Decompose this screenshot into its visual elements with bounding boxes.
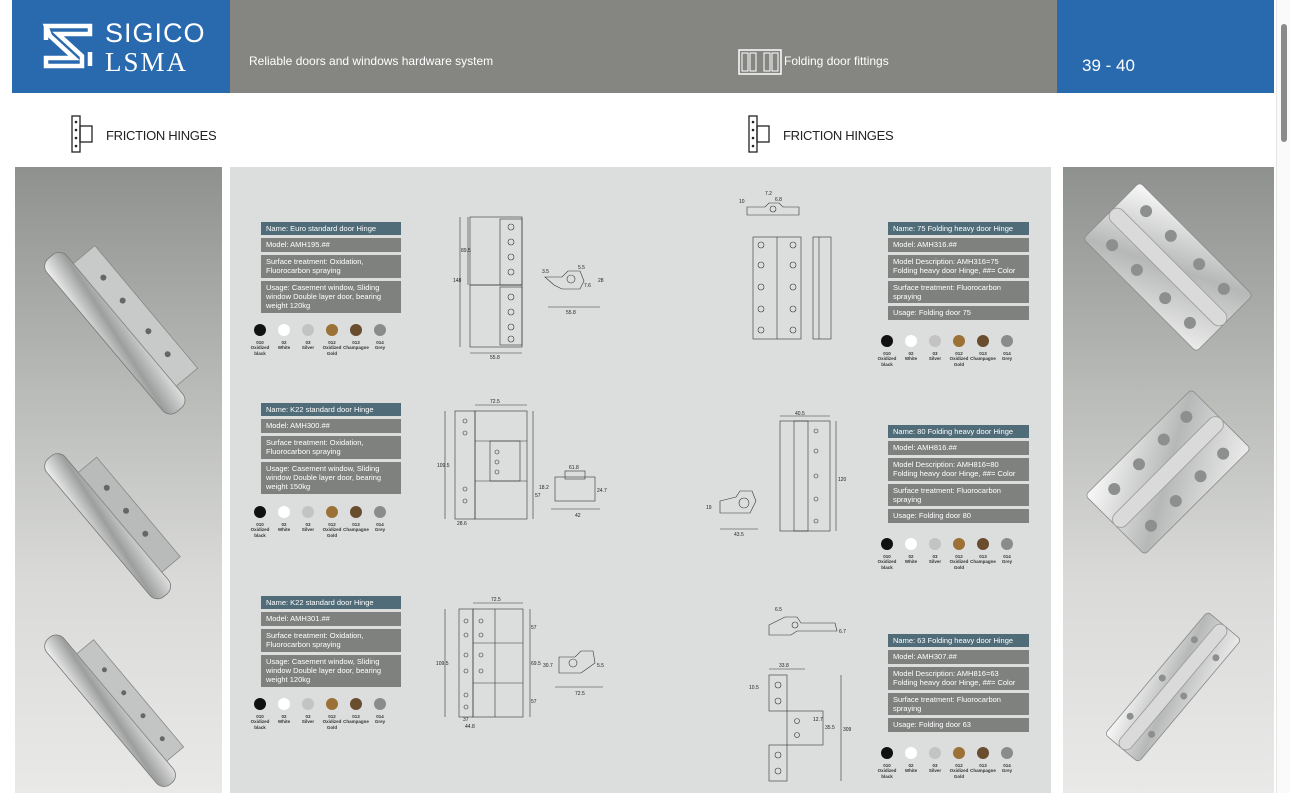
color-label: White (277, 345, 291, 351)
color-code: 010 (256, 714, 264, 719)
spec-surface: Surface treatment: Oxidation, Fluorocarbon spraying (261, 629, 401, 652)
amh195-drawing (450, 207, 610, 362)
color-code: 012 (328, 340, 336, 345)
dimension-label: 5.5 (578, 265, 585, 271)
color-label: White (277, 527, 291, 533)
dimension-label: 57 (535, 493, 541, 499)
color-label: Silver (928, 768, 942, 774)
color-label: Silver (928, 356, 942, 362)
section-title: Folding door fittings (784, 54, 889, 68)
page-number-panel (1057, 0, 1274, 93)
color-label: Oxidized Gold (949, 559, 969, 571)
color-code: 02 (908, 351, 914, 356)
color-label: White (904, 356, 918, 362)
color-dot (278, 324, 290, 336)
color-dot (302, 698, 314, 710)
color-dot (350, 698, 362, 710)
color-code: 03 (932, 763, 938, 768)
dimension-label: 72.5 (490, 399, 500, 405)
color-code: 012 (955, 763, 963, 768)
color-dot (881, 538, 893, 550)
right-heading-text: FRICTION HINGES (783, 128, 894, 143)
color-dot (929, 538, 941, 550)
color-dot (953, 747, 965, 759)
color-code: 014 (376, 522, 384, 527)
color-code: 02 (908, 763, 914, 768)
amh316-drawing (735, 185, 845, 345)
color-label: Oxidized black (250, 719, 270, 731)
dimension-label: 40.5 (795, 411, 805, 417)
dimension-label: 7.6 (584, 283, 591, 289)
spec-name: Name: 80 Folding heavy door Hinge (888, 425, 1029, 438)
color-swatches (246, 698, 406, 738)
color-label: Oxidized black (877, 768, 897, 780)
color-label: White (904, 768, 918, 774)
color-code: 03 (932, 554, 938, 559)
color-dot (278, 506, 290, 518)
color-dot (1001, 747, 1013, 759)
spec-amh301 (261, 596, 401, 690)
dimension-label: 44.8 (465, 724, 475, 730)
hinge-photo-image (15, 167, 222, 793)
color-swatch (993, 335, 1021, 362)
color-label: Champagne (970, 356, 996, 362)
color-dot (254, 324, 266, 336)
dimension-label: 6.7 (839, 629, 846, 635)
left-product-photos (15, 167, 222, 793)
logo-text-top: SIGICO (105, 18, 206, 48)
color-swatch (366, 324, 394, 351)
dimension-label: 42 (575, 513, 581, 519)
color-swatch (993, 538, 1021, 565)
color-code: 03 (932, 351, 938, 356)
dimension-label: 55.8 (566, 310, 576, 316)
dimension-label: 120 (838, 477, 847, 483)
dimension-label: 10 (739, 199, 745, 205)
color-label: Silver (301, 527, 315, 533)
dimension-label: 89.5 (461, 248, 471, 254)
color-label: Champagne (970, 768, 996, 774)
color-dot (326, 506, 338, 518)
color-code: 02 (908, 554, 914, 559)
spec-usage: Usage: Casement window, Sliding window Double layer door, bearing weight 150kg (261, 462, 401, 494)
dimension-label: 72.5 (575, 691, 585, 697)
color-dot (905, 538, 917, 550)
spec-amh816 (888, 425, 1029, 526)
color-code: 013 (352, 714, 360, 719)
color-dot (977, 747, 989, 759)
color-dot (1001, 335, 1013, 347)
logo-text-bottom: LSMA (105, 47, 189, 77)
color-code: 010 (883, 554, 891, 559)
color-dot (905, 747, 917, 759)
spec-name: Name: Euro standard door Hinge (261, 222, 401, 235)
tagline: Reliable doors and windows hardware system (249, 54, 494, 68)
spec-amh195 (261, 222, 401, 316)
spec-usage: Usage: Folding door 80 (888, 509, 1029, 522)
color-dot (374, 698, 386, 710)
color-label: White (904, 559, 918, 565)
color-label: Oxidized Gold (322, 527, 342, 539)
spec-description: Model Description: AMH316=75 Folding heavy door Hinge, ##= Color (888, 255, 1029, 278)
color-code: 012 (955, 351, 963, 356)
color-dot (326, 698, 338, 710)
color-label: Silver (301, 719, 315, 725)
scrollbar-thumb[interactable] (1281, 24, 1287, 142)
dimension-label: 109.5 (437, 463, 450, 469)
spec-amh300 (261, 403, 401, 497)
color-swatch (366, 506, 394, 533)
spec-usage: Usage: Folding door 75 (888, 306, 1029, 319)
color-code: 02 (281, 340, 287, 345)
color-dot (302, 506, 314, 518)
color-label: Oxidized Gold (322, 345, 342, 357)
color-swatches (873, 538, 1033, 578)
color-dot (929, 747, 941, 759)
dimension-label: 33.8 (779, 663, 789, 669)
spec-amh307 (888, 634, 1029, 735)
color-code: 012 (328, 522, 336, 527)
spec-description: Model Description: AMH816=63 Folding heavy door Hinge, ##= Color (888, 667, 1029, 690)
color-code: 014 (1003, 351, 1011, 356)
hinge-photo-image (1063, 167, 1274, 793)
color-swatches (246, 506, 406, 546)
right-heading (747, 110, 947, 160)
dimension-label: 18.2 (539, 485, 549, 491)
right-product-photos (1063, 167, 1274, 793)
color-dot (953, 335, 965, 347)
spec-model: Model: AMH301.## (261, 612, 401, 625)
spec-model: Model: AMH816.## (888, 441, 1029, 454)
color-dot (350, 324, 362, 336)
color-code: 010 (883, 763, 891, 768)
amh816-drawing (700, 411, 850, 541)
dimension-label: 6.5 (775, 607, 782, 613)
left-heading-text: FRICTION HINGES (106, 128, 217, 143)
color-label: Grey (1001, 356, 1013, 362)
dimension-label: 35.5 (825, 725, 835, 731)
folding-door-icon (738, 49, 782, 75)
color-label: Oxidized Gold (322, 719, 342, 731)
spec-name: Name: K22 standard door Hinge (261, 403, 401, 416)
color-label: Silver (928, 559, 942, 565)
color-label: Oxidized Gold (949, 356, 969, 368)
hinge-icon (747, 114, 775, 154)
spec-description: Model Description: AMH816=80 Folding heavy door Hinge, ##= Color (888, 458, 1029, 481)
color-dot (254, 698, 266, 710)
color-label: Oxidized black (877, 356, 897, 368)
color-dot (302, 324, 314, 336)
dimension-label: 12.7 (813, 717, 823, 723)
color-label: Grey (374, 345, 386, 351)
color-label: Champagne (970, 559, 996, 565)
amh300-drawing (435, 397, 620, 527)
spec-usage: Usage: Casement window, Sliding window Double layer door, bearing weight 120kg (261, 655, 401, 687)
logo-panel (12, 0, 230, 93)
dimension-label: 43.5 (734, 532, 744, 538)
spec-model: Model: AMH300.## (261, 419, 401, 432)
amh307-drawing (745, 603, 860, 788)
color-label: Oxidized black (250, 527, 270, 539)
color-code: 013 (352, 340, 360, 345)
color-code: 014 (1003, 554, 1011, 559)
dimension-label: 61.8 (569, 465, 579, 471)
sigico-logo-icon (42, 20, 94, 72)
color-dot (977, 335, 989, 347)
color-label: Champagne (343, 345, 369, 351)
header-band (230, 0, 1057, 93)
color-code: 010 (256, 522, 264, 527)
color-dot (929, 335, 941, 347)
color-dot (881, 747, 893, 759)
color-dot (977, 538, 989, 550)
dimension-label: 148 (453, 278, 462, 284)
color-dot (1001, 538, 1013, 550)
color-code: 014 (1003, 763, 1011, 768)
spec-name: Name: 75 Folding heavy door Hinge (888, 222, 1029, 235)
spec-surface: Surface treatment: Oxidation, Fluorocarbon spraying (261, 436, 401, 459)
color-swatches (873, 335, 1033, 375)
scrollbar[interactable] (1276, 0, 1290, 793)
dimension-label: 19 (706, 505, 712, 511)
color-code: 02 (281, 714, 287, 719)
color-code: 02 (281, 522, 287, 527)
color-dot (953, 538, 965, 550)
spec-surface: Surface treatment: Fluorocarbon spraying (888, 484, 1029, 507)
color-dot (905, 335, 917, 347)
spec-model: Model: AMH195.## (261, 238, 401, 251)
dimension-label: 6.8 (775, 197, 782, 203)
color-swatches (873, 747, 1033, 787)
color-dot (374, 506, 386, 518)
color-code: 013 (979, 554, 987, 559)
color-dot (374, 324, 386, 336)
spec-surface: Surface treatment: Fluorocarbon spraying (888, 281, 1029, 304)
color-dot (881, 335, 893, 347)
spec-model: Model: AMH307.## (888, 650, 1029, 663)
dimension-label: 30.7 (543, 663, 553, 669)
color-code: 03 (305, 340, 311, 345)
dimension-label: 3.5 (542, 269, 549, 275)
spec-name: Name: 63 Folding heavy door Hinge (888, 634, 1029, 647)
color-code: 010 (883, 351, 891, 356)
spec-surface: Surface treatment: Oxidation, Fluorocarbon spraying (261, 255, 401, 278)
color-label: Grey (1001, 559, 1013, 565)
color-code: 013 (979, 763, 987, 768)
color-label: Champagne (343, 719, 369, 725)
color-dot (326, 324, 338, 336)
color-code: 012 (328, 714, 336, 719)
hinge-icon (70, 114, 98, 154)
color-code: 03 (305, 522, 311, 527)
dimension-label: 55.8 (490, 355, 500, 361)
color-code: 014 (376, 714, 384, 719)
page-numbers: 39 - 40 (1082, 56, 1135, 75)
color-code: 03 (305, 714, 311, 719)
dimension-label: 57 (531, 699, 537, 705)
dimension-label: 69.5 (531, 661, 541, 667)
dimension-label: 7.2 (765, 191, 772, 197)
color-dot (278, 698, 290, 710)
product-sheet (230, 167, 1051, 793)
color-code: 014 (376, 340, 384, 345)
color-dot (254, 506, 266, 518)
color-swatches (246, 324, 406, 364)
color-swatch (366, 698, 394, 725)
color-code: 013 (979, 351, 987, 356)
spec-usage: Usage: Folding door 63 (888, 718, 1029, 731)
left-heading (70, 110, 270, 160)
spec-usage: Usage: Casement window, Sliding window Double layer door, bearing weight 120kg (261, 281, 401, 313)
spec-amh316 (888, 222, 1029, 323)
spec-name: Name: K22 standard door Hinge (261, 596, 401, 609)
color-label: Grey (1001, 768, 1013, 774)
color-code: 010 (256, 340, 264, 345)
dimension-label: 24.7 (597, 488, 607, 494)
color-label: Oxidized Gold (949, 768, 969, 780)
color-label: Grey (374, 527, 386, 533)
color-code: 012 (955, 554, 963, 559)
dimension-label: 10.5 (749, 685, 759, 691)
color-code: 013 (352, 522, 360, 527)
color-label: Oxidized black (250, 345, 270, 357)
dimension-label: 28.6 (457, 521, 467, 527)
color-label: Champagne (343, 527, 369, 533)
dimension-label: 28 (598, 278, 604, 284)
color-label: Oxidized black (877, 559, 897, 571)
dimension-label: 109.5 (436, 661, 449, 667)
dimension-label: 72.5 (491, 597, 501, 603)
dimension-label: 309 (843, 727, 852, 733)
dimension-label: 37 (463, 717, 469, 723)
color-label: Silver (301, 345, 315, 351)
color-swatch (993, 747, 1021, 774)
dimension-label: 57 (531, 625, 537, 631)
color-label: Grey (374, 719, 386, 725)
dimension-label: 5.5 (597, 663, 604, 669)
color-dot (350, 506, 362, 518)
catalog-header (12, 0, 1274, 93)
color-label: White (277, 719, 291, 725)
amh301-drawing (435, 595, 620, 730)
spec-model: Model: AMH316.## (888, 238, 1029, 251)
spec-surface: Surface treatment: Fluorocarbon spraying (888, 693, 1029, 716)
